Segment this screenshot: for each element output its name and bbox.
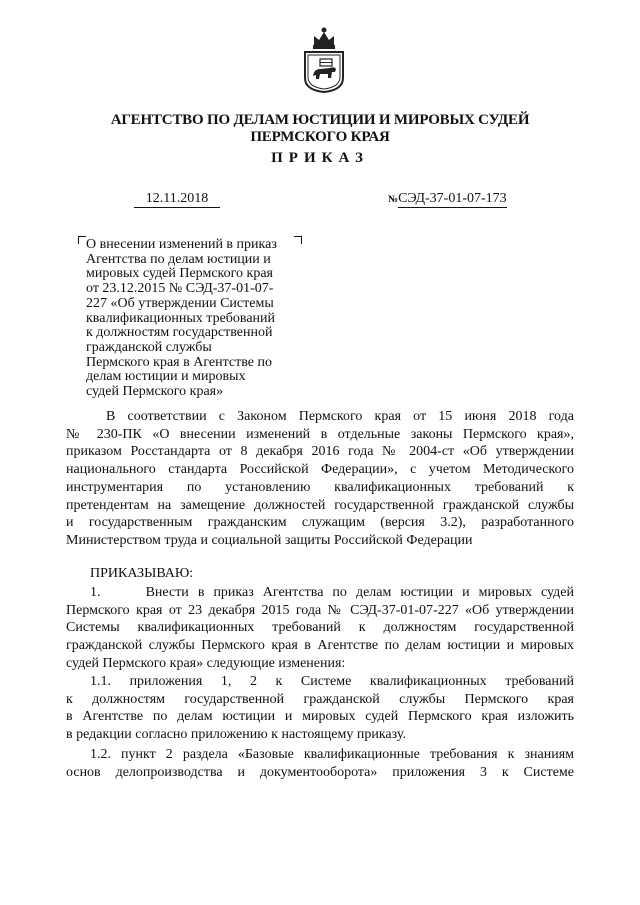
preamble-paragraph: [66, 408, 574, 550]
number-sign: №: [388, 194, 399, 205]
order-number: [388, 190, 507, 208]
subject-bracket-right: [294, 236, 302, 244]
paragraph-line: инструментария по установлению квалификационных требований к: [66, 479, 574, 495]
order-date: 12.11.2018: [134, 190, 220, 208]
agency-name-line1: АГЕНТСТВО ПО ДЕЛАМ ЮСТИЦИИ И МИРОВЫХ СУДЕЙ: [110, 112, 530, 128]
paragraph-line: претендентам на замещение должностей государственной гражданской службы: [66, 497, 574, 513]
paragraph-line: к должностям государственной гражданской службы Пермского края: [66, 691, 574, 707]
item-1-paragraph: [66, 584, 574, 673]
subject-line: судей Пермского края»: [86, 384, 224, 400]
paragraph-line: национального стандарта Российской Федерации», с учетом Методического: [66, 462, 574, 478]
paragraph-line: 1.2. пункт 2 раздела «Базовые квалификационные требования к знаниям: [90, 747, 574, 762]
agency-name-line2: ПЕРМСКОГО КРАЯ: [250, 129, 390, 145]
order-number-value: СЭД-37-01-07-173: [398, 191, 507, 206]
subject-line: к должностям государственной: [86, 325, 273, 341]
subject-line: гражданской службы: [86, 339, 212, 355]
paragraph-line: Пермского края от 23 декабря 2015 года № СЭД-37-01-07-227 «Об утверждении: [66, 602, 574, 618]
paragraph-line: 1. Внести в приказ Агентства по делам юстиции и мировых судей: [90, 585, 574, 600]
subject-line: 227 «Об утверждении Системы: [86, 295, 274, 311]
subject-line: Пермского края в Агентстве по: [86, 354, 272, 370]
subject-line: квалификационных требований: [86, 310, 276, 326]
subject-line: Агентства по делам юстиции и: [86, 251, 271, 267]
paragraph-line: в Агентстве по делам юстиции и мировых судей Пермского края изложить: [66, 709, 574, 725]
paragraph-line: и государственным гражданским служащим (версия 3.2), разработанного: [66, 515, 574, 531]
paragraph-line: Министерством труда и социальной защиты Российской Федерации: [66, 532, 473, 548]
paragraph-line: гражданской службы Пермского края в Агентстве по делам юстиции и мировых: [66, 638, 574, 654]
order-directive-label: ПРИКАЗЫВАЮ:: [90, 566, 194, 581]
subject-line: мировых судей Пермского края: [86, 266, 273, 282]
subject-line: О внесении изменений в приказ: [86, 237, 277, 252]
item-1-1-paragraph: [66, 673, 574, 744]
order-subject: [86, 238, 292, 400]
subject-bracket-left: [78, 236, 86, 244]
paragraph-line: В соответствии с Законом Пермского края от 15 июня 2018 года: [106, 409, 574, 424]
document-type-title: ПРИКАЗ: [271, 150, 369, 166]
paragraph-line: приказом Росстандарта от 8 декабря 2016 года № 2004-ст «Об утверждении: [66, 444, 574, 460]
paragraph-line: Системы квалификационных требований к должностям государственной: [66, 620, 574, 636]
paragraph-line: судей Пермского края» следующие изменения:: [66, 655, 346, 671]
paragraph-line: в редакции согласно приложению к настоящему приказу.: [66, 727, 406, 743]
paragraph-line: № 230-ПК «О внесении изменений в отдельные законы Пермского края»,: [66, 426, 574, 442]
paragraph-line: основ делопроизводства и документооборота» приложения 3 к Системе: [66, 764, 574, 780]
subject-line: от 23.12.2015 № СЭД-37-01-07-: [86, 281, 274, 297]
subject-line: делам юстиции и мировых: [86, 369, 246, 385]
paragraph-line: 1.1. приложения 1, 2 к Системе квалификационных требований: [90, 674, 574, 689]
item-1-2-paragraph: [66, 746, 574, 781]
coat-of-arms-icon: [300, 26, 348, 94]
